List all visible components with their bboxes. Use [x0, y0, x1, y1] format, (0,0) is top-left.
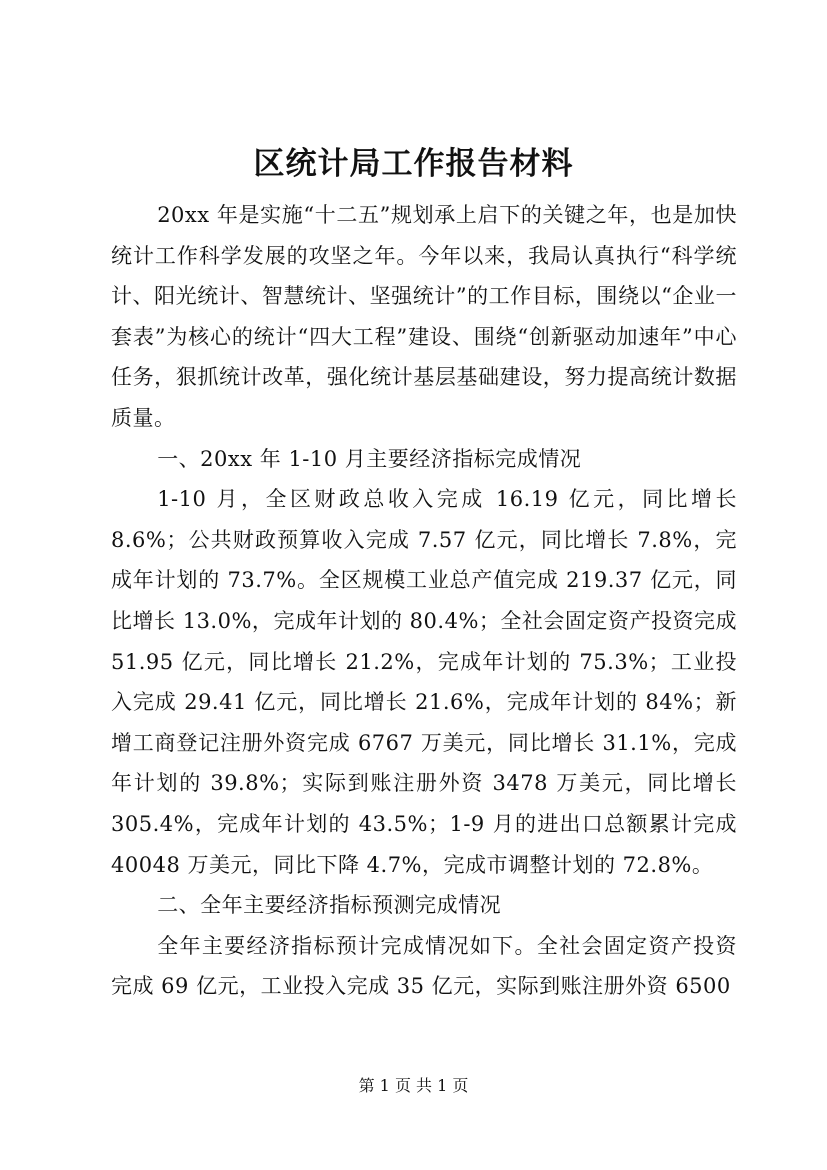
document-body — [111, 195, 737, 1007]
section-heading-2: 二、全年主要经济指标预测完成情况 — [157, 893, 502, 918]
intro-paragraph: 20xx 年是实施“十二五”规划承上启下的关键之年，也是加快统计工作科学发展的攻坚之年。今年以来，我局认真执行“科学统计、阳光统计、智慧统计、坚强统计”的工作目标，围绕以“企业一套表”为核心的统计“四大工程”建设、围绕“创新驱动加速年”中心任务，狠抓统计改革，强化统计基层基础建设，努力提高统计数据质量。 — [111, 203, 737, 430]
forecast-paragraph: 全年主要经济指标预计完成情况如下。全社会固定资产投资完成 69 亿元，工业投入完成 35 亿元，实际到账注册外资 6500 — [111, 933, 737, 999]
section-heading-1: 一、20xx 年 1-10 月主要经济指标完成情况 — [157, 446, 582, 471]
document-title: 区统计局工作报告材料 — [253, 146, 574, 182]
page-footer: 第 1 页 共 1 页 — [358, 1076, 469, 1095]
indicator-paragraph: 1-10 月，全区财政总收入完成 16.19 亿元，同比增长 8.6%；公共财政预算收入完成 7.57 亿元，同比增长 7.8%，完成年计划的 73.7%。全区规模工业总产值完成 219.37 亿元，同比增长 13.0%，完成年计划的 80.4%；全社会固定资产投资完成 51.95 亿元，同比增长 21.2%，完成年计划的 75.3%；工业投入完成 29.41 亿元，同比增长 21.6%，完成年计划的 84%；新增工商登记注册外资完成 6767 万美元，同比增长 31.1%，完成年计划的 39.8%；实际到账注册外资 3478 万美元，同比增长 305.4%，完成年计划的 43.5%；1-9 月的进出口总额累计完成 40048 万美元，同比下降 4.7%，完成市调整计划的 72.8%。 — [111, 487, 737, 877]
